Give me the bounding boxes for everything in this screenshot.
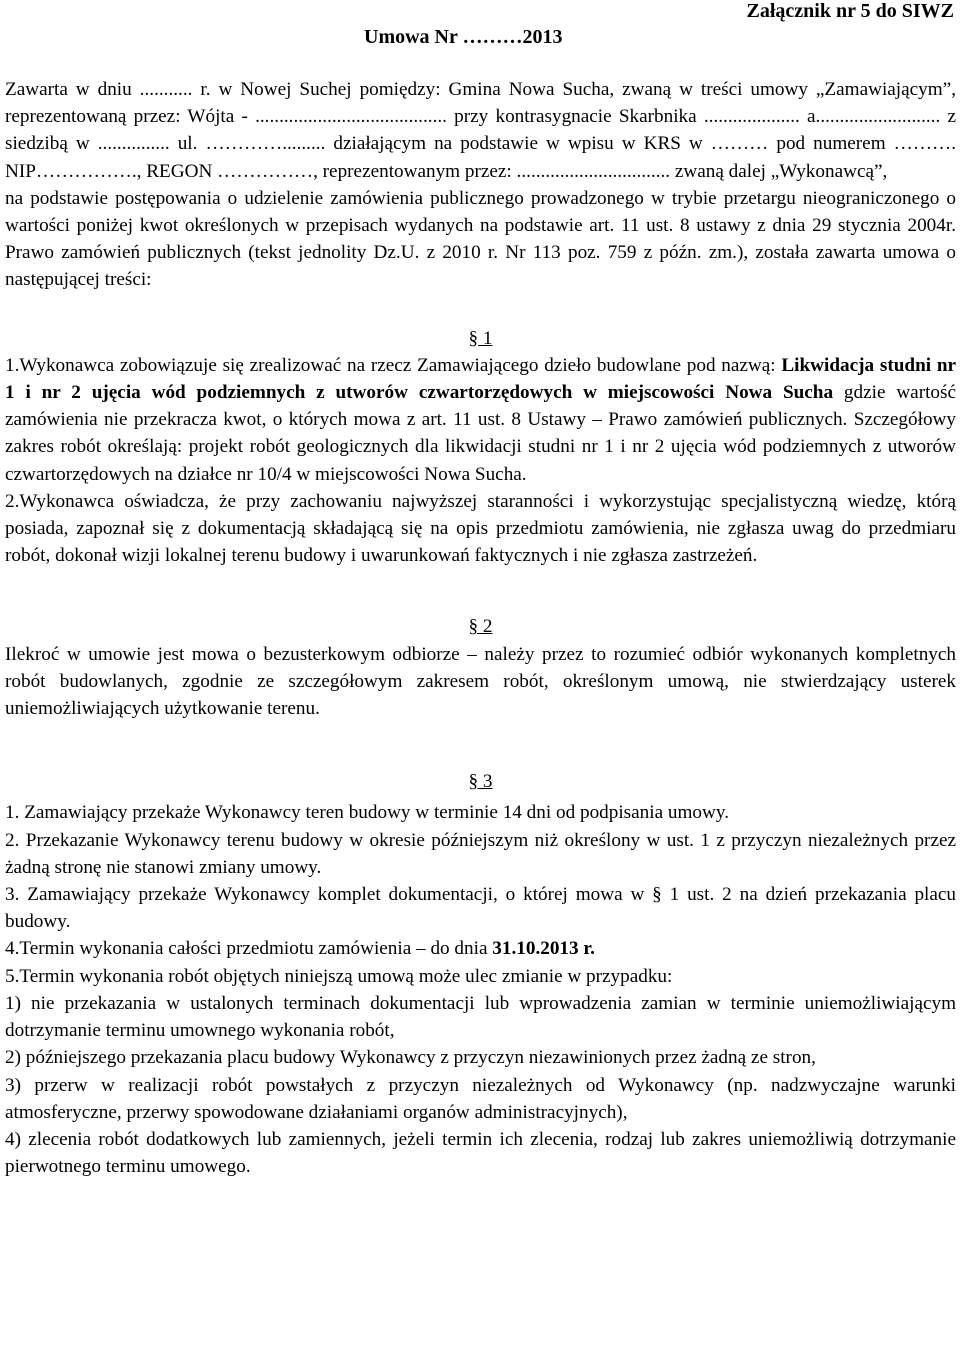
section-3-item-2: 2. Przekazanie Wykonawcy terenu budowy w okresie późniejszym niż określony w ust. 1 z przyczyn niezależnych przez żadną stronę nie stanowi zmiany umowy. bbox=[5, 829, 956, 878]
section-1-p1-lead: 1.Wykonawca zobowiązuje się zrealizować na rzecz Zamawiającego dzieło budowlane pod nazwą: bbox=[5, 354, 782, 376]
project-name: Likwidacja studni nr 1 i nr 2 ujęcia wód podziemnych z utworów czwartorzędowych w miejscowości Nowa Sucha bbox=[5, 354, 957, 404]
section-2-paragraph-1: Ilekroć w umowie jest mowa o bezusterkowym odbiorze – należy przez to rozumieć odbiór wykonanych kompletnych robót budowlanych, zgodnie ze szczegółowym zakresem robót, określonym umową, nie stwierdzający usterek uniemożliwiających użytkowanie terenu. bbox=[5, 643, 956, 720]
section-3-subitem-4: 4) zlecenia robót dodatkowych lub zamiennych, jeżeli termin ich zlecenia, rodzaj lub zakres uniemożliwią dotrzymanie pierwotnego terminu umowego. bbox=[5, 1128, 956, 1178]
section-3-subitem-2: 2) późniejszego przekazania placu budowy Wykonawcy z przyczyn niezawinionych przez żadną ze stron, bbox=[5, 1047, 816, 1069]
section-3-item-4 bbox=[5, 935, 956, 962]
section-1-paragraph-2: 2.Wykonawca oświadcza, że przy zachowaniu najwyższej staranności i wykorzystując specjalistyczną wiedzę, którą posiada, zapoznał się z dokumentacją składającą się na opis przedmiotu zamówienia, nie zgłasza uwag do przedmiaru robót, dokonał wizji lokalnej terenu budowy i uwarunkowań faktycznych i nie zgłasza zastrzeżeń. bbox=[5, 490, 956, 567]
section-3-item-5: 5.Termin wykonania robót objętych niniejszą umową może ulec zmianie w przypadku: bbox=[5, 965, 673, 987]
section-3-item-1: 1. Zamawiający przekaże Wykonawcy teren budowy w terminie 14 dni od podpisania umowy. bbox=[5, 802, 730, 824]
section-1-paragraph-1 bbox=[5, 352, 956, 488]
section-3-subitem-1: 1) nie przekazania w ustalonych terminach dokumentacji lub wprowadzenia zamian w terminie uniemożliwiającym dotrzymanie terminu umownego wykonania robót, bbox=[5, 992, 956, 1042]
section-3-item-3: 3. Zamawiający przekaże Wykonawcy komplet dokumentacji, o której mowa w § 1 ust. 2 na dzień przekazania placu budowy. bbox=[5, 884, 956, 933]
section-3-subitem-3: 3) przerw w realizacji robót powstałych z przyczyn niezależnych od Wykonawcy (np. nadzwyczajne warunki atmosferyczne, przerwy spowodowane działaniami organów administracyjnych), bbox=[5, 1074, 956, 1123]
section-3-item-4-text: 4.Termin wykonania całości przedmiotu zamówienia – do dnia bbox=[5, 938, 493, 960]
completion-date: 31.10.2013 r. bbox=[492, 938, 595, 960]
section-3-heading: § 3 bbox=[468, 771, 493, 793]
intro-parties-paragraph: Zawarta w dniu ........... r. w Nowej Suchej pomiędzy: Gmina Nowa Sucha, zwaną w treści umowy „Zamawiającym”, reprezentowaną przez: Wójta - ........................................ przy kontrasygnacie Skarbnika .................... a.......................... z siedzibą w ............... ul. …………......... działającym na podstawie w wpisu w KRS w ……… pod numerem ………. NIP……………., REGON ……………, reprezentowanym przez: ................................ zwaną dalej „Wykonawcą”, bbox=[5, 79, 956, 182]
document-body bbox=[5, 76, 956, 1180]
section-1-heading: § 1 bbox=[468, 327, 493, 349]
contract-title: Umowa Nr ………2013 bbox=[364, 26, 563, 48]
section-2-heading: § 2 bbox=[468, 616, 493, 638]
attachment-title: Załącznik nr 5 do SIWZ bbox=[746, 0, 954, 22]
section-1-p1-rest: gdzie wartość zamówienia nie przekracza kwot, o których mowa z art. 11 ust. 8 Ustawy – Prawo zamówień publicznych. Szczegółowy zakres robót określają: projekt robót geologicznych dla likwidacji studni nr 1 i nr 2 ujęcia wód podziemnych z utworów czwartorzędowych na działce nr 10/4 w miejscowości Nowa Sucha. bbox=[5, 382, 956, 485]
intro-basis-paragraph: na podstawie postępowania o udzielenie zamówienia publicznego prowadzonego w trybie przetargu nieograniczonego o wartości poniżej kwot określonych w przepisach wydanych na podstawie art. 11 ust. 8 ustawy z dnia 29 stycznia 2004r. Prawo zamówień publicznych (tekst jednolity Dz.U. z 2010 r. Nr 113 poz. 759 z późn. zm.), została zawarta umowa o następującej treści: bbox=[5, 187, 956, 291]
